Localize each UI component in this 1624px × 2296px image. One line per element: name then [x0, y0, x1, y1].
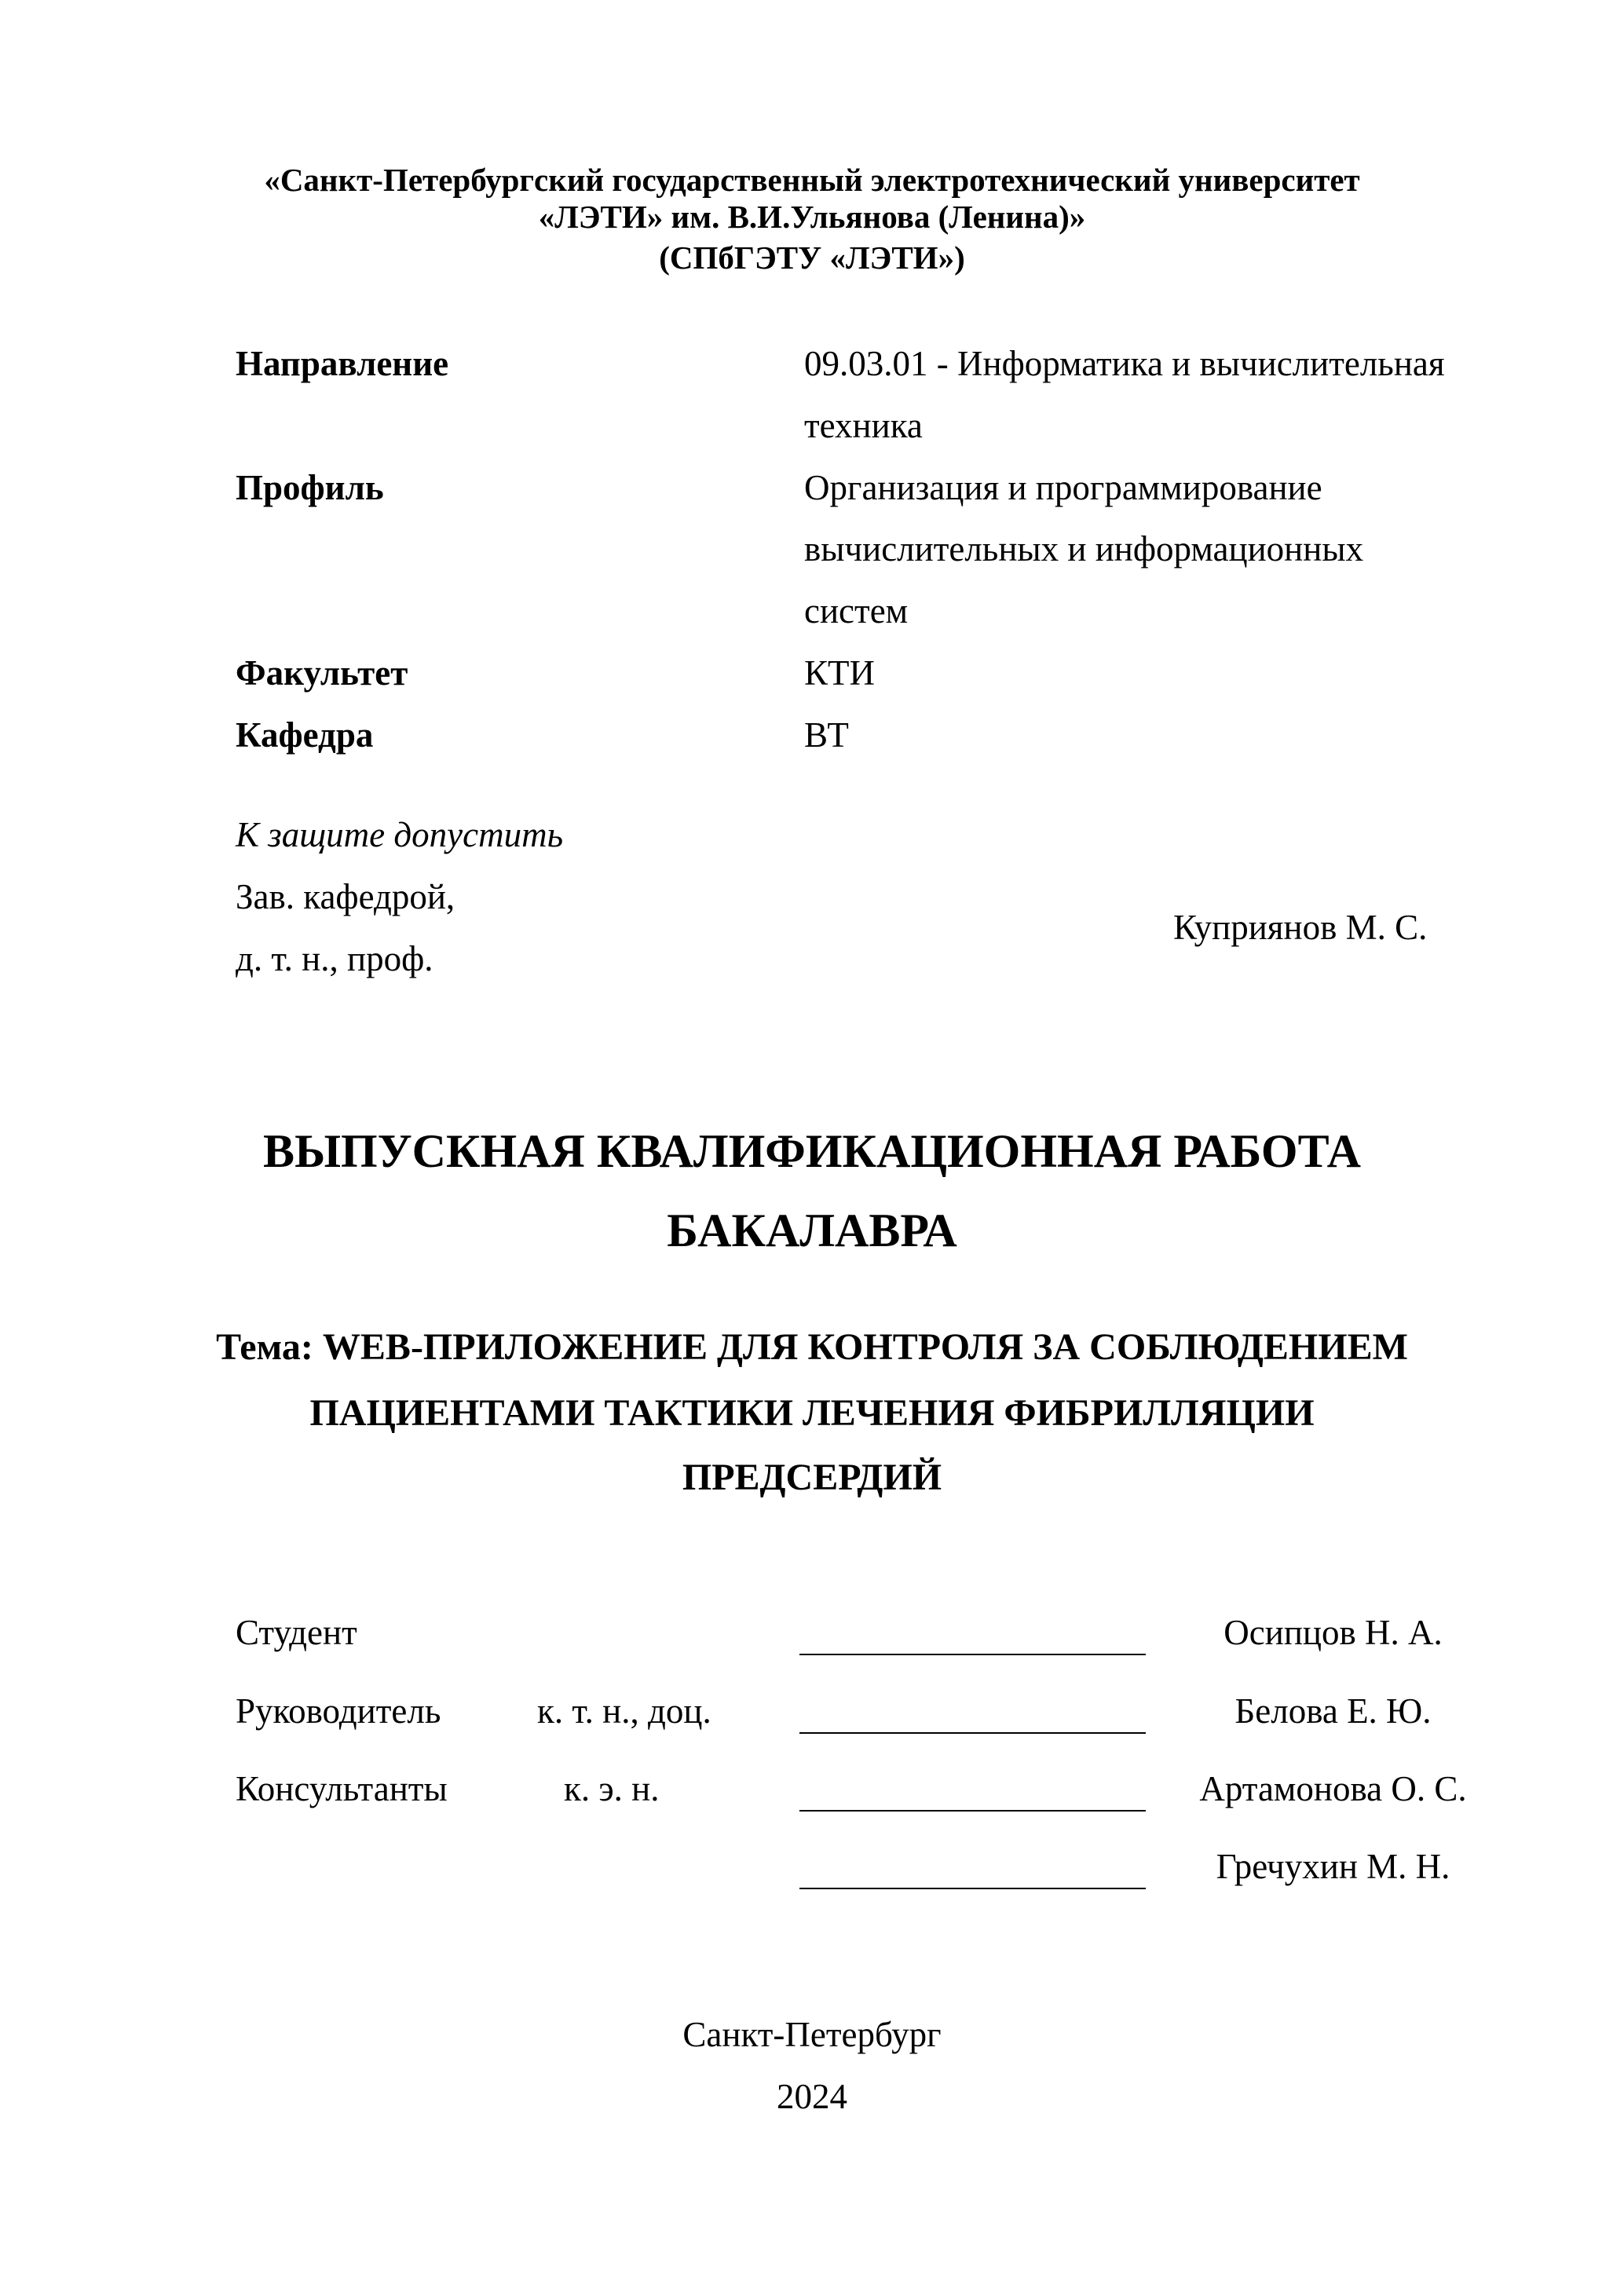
- work-title-line1: ВЫПУСКНАЯ КВАЛИФИКАЦИОННАЯ РАБОТА: [263, 1125, 1361, 1177]
- supervisor-degree: к. т. н., доц.: [537, 1691, 711, 1731]
- city: Санкт-Петербург: [682, 2015, 942, 2054]
- approval-degree: д. т. н., проф.: [236, 939, 433, 978]
- department-value: ВТ: [804, 715, 849, 755]
- student-role: Студент: [236, 1613, 357, 1652]
- theme-line2: ПАЦИЕНТАМИ ТАКТИКИ ЛЕЧЕНИЯ ФИБРИЛЛЯЦИИ: [309, 1392, 1315, 1434]
- profile-label: Профиль: [236, 468, 384, 507]
- direction-label: Направление: [236, 344, 449, 383]
- approval-heading: К защите допустить: [236, 815, 564, 854]
- consultant-2-name: Гречухин М. Н.: [1216, 1847, 1450, 1886]
- profile-value-1: Организация и программирование: [804, 468, 1322, 507]
- department-label: Кафедра: [236, 715, 374, 755]
- faculty-label: Факультет: [236, 653, 408, 693]
- faculty-value: КТИ: [804, 653, 875, 693]
- consultants-role: Консультанты: [236, 1769, 448, 1808]
- consultant-1-name: Артамонова О. С.: [1199, 1769, 1467, 1808]
- consultant-degree: к. э. н.: [564, 1769, 660, 1808]
- supervisor-role: Руководитель: [236, 1691, 441, 1731]
- university-name-line1: «Санкт-Петербургский государственный электротехнический университет: [264, 162, 1360, 198]
- theme-line3: ПРЕДСЕРДИЙ: [682, 1457, 942, 1498]
- approval-name: Куприянов М. С.: [1173, 908, 1428, 947]
- direction-value-1: 09.03.01 - Информатика и вычислительная: [804, 344, 1445, 383]
- university-abbreviation: (СПбГЭТУ «ЛЭТИ»): [659, 239, 965, 276]
- profile-value-2: вычислительных и информационных: [804, 529, 1364, 569]
- year: 2024: [777, 2077, 847, 2116]
- university-name-line2: «ЛЭТИ» им. В.И.Ульянова (Ленина)»: [538, 199, 1086, 235]
- supervisor-name: Белова Е. Ю.: [1234, 1691, 1432, 1731]
- student-name: Осипцов Н. А.: [1223, 1613, 1443, 1652]
- signature-line-student: [799, 1654, 1146, 1655]
- approval-position: Зав. кафедрой,: [236, 877, 455, 916]
- profile-value-3: систем: [804, 591, 909, 631]
- signature-line-supervisor: [799, 1732, 1146, 1734]
- theme-line1: Тема: WEB-ПРИЛОЖЕНИЕ ДЛЯ КОНТРОЛЯ ЗА СОБЛЮДЕНИЕМ: [216, 1326, 1408, 1368]
- direction-value-2: техника: [804, 406, 923, 445]
- signature-line-consultant-1: [799, 1810, 1146, 1812]
- work-title-line2: БАКАЛАВРА: [667, 1205, 957, 1256]
- signature-line-consultant-2: [799, 1888, 1146, 1889]
